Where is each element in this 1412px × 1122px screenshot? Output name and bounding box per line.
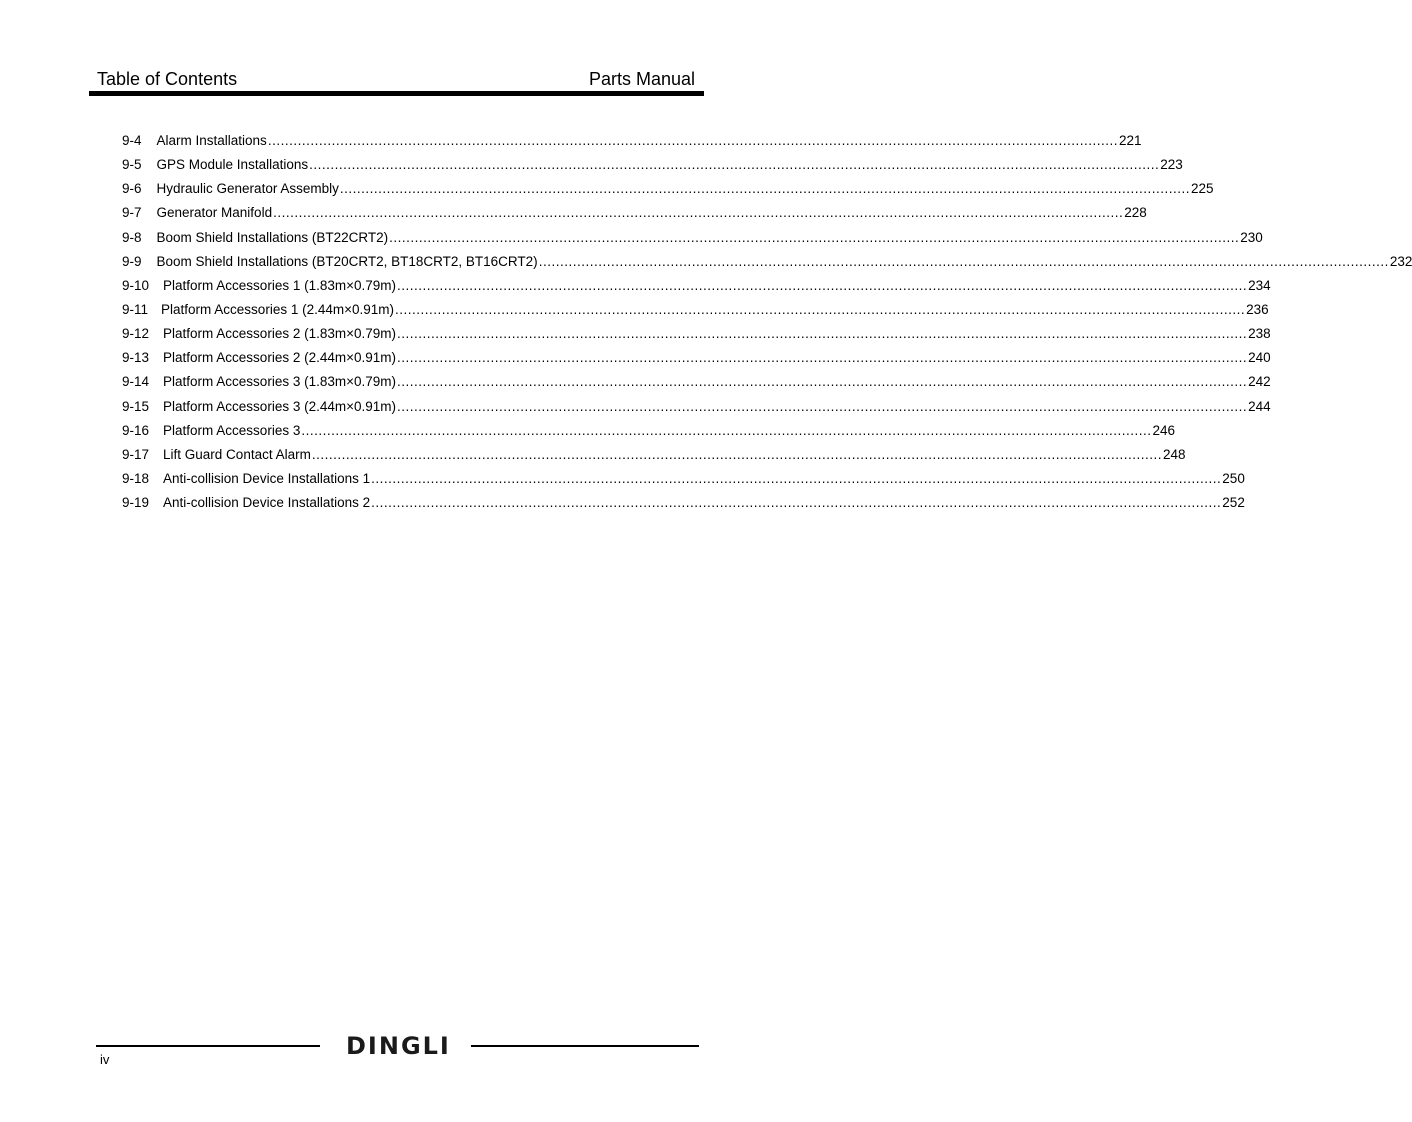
toc-leader-dots: ........................................................................................................................................................................................................ (395, 301, 1246, 317)
toc-leader-dots: ........................................................................................................................................................................................................ (397, 398, 1248, 414)
toc-leader-dots: ........................................................................................................................................................................................................ (397, 326, 1248, 342)
header-rule (89, 91, 704, 96)
dingli-logo: DINGLI (346, 1032, 451, 1060)
toc-entry[interactable] (122, 153, 1183, 177)
toc-entry-number: 9-10 (122, 277, 150, 293)
toc-entry-number: 9-19 (122, 495, 150, 511)
toc-entry-page: 252 (1222, 495, 1245, 511)
toc-entry-page: 230 (1240, 229, 1263, 245)
toc-leader-dots: ........................................................................................................................................................................................................ (371, 470, 1222, 486)
footer-rule-right (471, 1045, 699, 1047)
toc-entry-page: 236 (1246, 301, 1269, 317)
toc-entry-title: Hydraulic Generator Assembly (156, 181, 339, 197)
toc-entry[interactable] (122, 322, 1271, 346)
toc-entry-number: 9-5 (122, 157, 142, 173)
page-number: iv (100, 1052, 110, 1067)
toc-entry[interactable] (122, 370, 1271, 394)
toc-entry[interactable] (122, 129, 1142, 153)
toc-entry-title: Platform Accessories 2 (1.83m×0.79m) (163, 326, 396, 342)
toc-entry-title: Boom Shield Installations (BT20CRT2, BT18CRT2, BT16CRT2) (156, 253, 538, 269)
toc-entry-number: 9-12 (122, 326, 150, 342)
toc-entry-page: 221 (1118, 133, 1142, 148)
header-title: Table of Contents (97, 69, 238, 89)
toc-leader-dots: ........................................................................................................................................................................................................ (267, 133, 1118, 148)
toc-entry-number: 9-4 (122, 133, 142, 148)
toc-leader-dots: ........................................................................................................................................................................................................ (311, 446, 1163, 462)
toc-entry-page: 225 (1191, 181, 1214, 197)
toc-entry-number: 9-17 (122, 446, 150, 462)
toc-leader-dots: ........................................................................................................................................................................................................ (339, 181, 1190, 197)
toc-leader-dots: ........................................................................................................................................................................................................ (309, 157, 1160, 173)
toc-entry[interactable] (122, 274, 1271, 298)
toc-entry[interactable] (122, 395, 1271, 419)
toc-entry-page: 246 (1152, 422, 1176, 438)
toc-entry-title: Alarm Installations (156, 133, 267, 148)
toc-entry[interactable] (122, 491, 1245, 515)
toc-entry-page: 228 (1124, 205, 1147, 221)
toc-entry-title: Platform Accessories 3 (163, 422, 301, 438)
toc-entry-page: 232 (1389, 253, 1412, 269)
toc-leader-dots: ........................................................................................................................................................................................................ (273, 205, 1124, 221)
toc-entry-page: 242 (1248, 374, 1271, 390)
toc-leader-dots: ........................................................................................................................................................................................................ (389, 229, 1240, 245)
toc-entry[interactable] (122, 467, 1245, 491)
toc-entry[interactable] (122, 250, 1412, 274)
footer-rule-left (96, 1045, 320, 1047)
toc-entry-title: Lift Guard Contact Alarm (163, 446, 311, 462)
toc-entry-number: 9-7 (122, 205, 142, 221)
toc-entry-page: 244 (1248, 398, 1271, 414)
toc-leader-dots: ........................................................................................................................................................................................................ (301, 422, 1152, 438)
toc-entry-title: Anti-collision Device Installations 2 (163, 495, 371, 511)
toc-leader-dots: ........................................................................................................................................................................................................ (397, 374, 1248, 390)
toc-leader-dots: ........................................................................................................................................................................................................ (397, 350, 1248, 366)
toc-entry[interactable] (122, 346, 1271, 370)
toc-entry-page: 240 (1248, 350, 1271, 366)
toc-entry-number: 9-14 (122, 374, 150, 390)
toc-entry-number: 9-11 (122, 301, 149, 317)
toc-entry-title: Platform Accessories 3 (2.44m×0.91m) (163, 398, 396, 414)
toc-entry-title: Platform Accessories 1 (1.83m×0.79m) (163, 277, 396, 293)
toc-entry-title: Boom Shield Installations (BT22CRT2) (156, 229, 389, 245)
toc-entry[interactable] (122, 201, 1147, 225)
toc-entry-page: 238 (1248, 326, 1271, 342)
toc-entry-title: GPS Module Installations (156, 157, 309, 173)
toc-entry-number: 9-15 (122, 398, 150, 414)
table-of-contents (122, 129, 1412, 515)
toc-entry-page: 234 (1248, 277, 1271, 293)
toc-leader-dots: ........................................................................................................................................................................................................ (371, 495, 1222, 511)
toc-entry-title: Platform Accessories 2 (2.44m×0.91m) (163, 350, 396, 366)
toc-entry-number: 9-18 (122, 470, 150, 486)
toc-entry-number: 9-13 (122, 350, 150, 366)
toc-entry-title: Platform Accessories 1 (2.44m×0.91m) (161, 301, 394, 317)
toc-entry[interactable] (122, 419, 1176, 443)
toc-entry-title: Platform Accessories 3 (1.83m×0.79m) (163, 374, 396, 390)
toc-entry-page: 223 (1160, 157, 1183, 173)
toc-entry[interactable] (122, 443, 1186, 467)
toc-entry-number: 9-6 (122, 181, 142, 197)
toc-entry-number: 9-16 (122, 422, 150, 438)
toc-entry[interactable] (122, 226, 1263, 250)
toc-entry-page: 250 (1222, 470, 1245, 486)
toc-entry-title: Anti-collision Device Installations 1 (163, 470, 371, 486)
toc-leader-dots: ........................................................................................................................................................................................................ (538, 253, 1389, 269)
toc-entry-page: 248 (1163, 446, 1186, 462)
header-manual-name: Parts Manual (588, 69, 695, 89)
toc-entry-number: 9-8 (122, 229, 142, 245)
toc-entry-title: Generator Manifold (156, 205, 273, 221)
toc-entry[interactable] (122, 177, 1214, 201)
toc-leader-dots: ........................................................................................................................................................................................................ (397, 277, 1248, 293)
toc-entry[interactable] (122, 298, 1269, 322)
toc-entry-number: 9-9 (122, 253, 142, 269)
